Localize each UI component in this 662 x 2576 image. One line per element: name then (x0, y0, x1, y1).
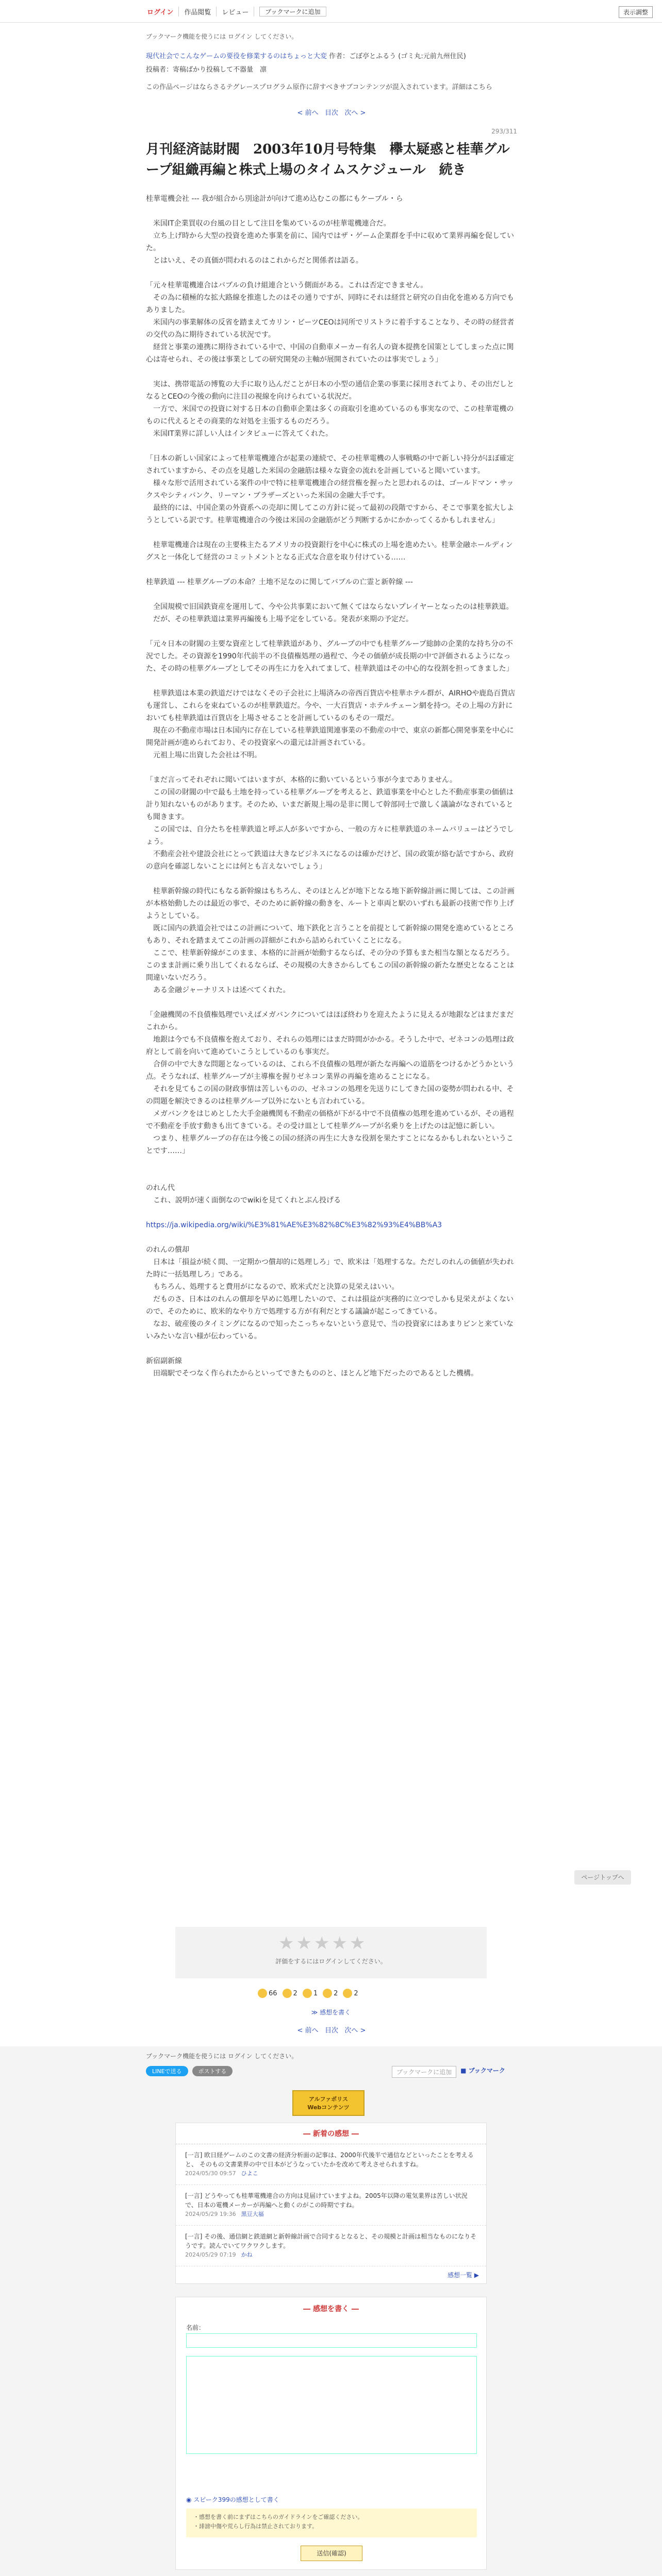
emoji-reaction[interactable] (283, 1989, 297, 1998)
body-paragraph: 桂華新幹線の時代にもなる新幹線はもちろん、そのほとんどが地下となる地下新幹線計画に関しては、この計画が本格始動したのは最近の事で、そのために新幹線の動きを、ルートと車両と駅のいずれも最新の技術で作り上げようとしている。 (146, 887, 515, 920)
body-paragraph: この国の財閥の中で最も土地を持っている桂華グループを考えると、鉄道事業を中心とした不動産事業の価値は計り知れないものがあります。そのため、いまだ新規上場の是非に関して幹部同士で激しく議論がなされているとも聞きます。 (146, 788, 514, 821)
emoji-icon (283, 1989, 292, 1998)
body-paragraph: メガバンクをはじめとした大手金融機関も不動産の価格が下がる中で不良債権の処理を進めているが、その過程で不動産を手放す動きも出てきている。その受け皿として桂華グループが名乗りを上げたのは記憶に新しい。 (146, 1110, 514, 1130)
chapter-title: 月刊経済誌財閥 2003年10月号特集 欅太疑惑と桂華グループ組織再編と株式上場のタイムスケジュール 続き (146, 142, 510, 178)
body-paragraph: のれんの償却 (146, 1246, 189, 1254)
review-user-link[interactable]: ひよこ (241, 2170, 258, 2177)
footer-bookmark-link[interactable]: ■ ブックマーク (460, 2067, 505, 2074)
badge-text: アルファポリス Webコンテンツ (307, 2096, 350, 2111)
page-top-button[interactable]: ページトップへ (574, 1870, 631, 1885)
footer-bookmark (392, 2066, 505, 2078)
reviews-box (175, 2123, 487, 2284)
prev-link[interactable]: < 前へ (297, 109, 319, 117)
body-paragraph (146, 440, 517, 452)
form-notice (186, 2509, 477, 2537)
footer-bookmark-add-button[interactable]: ブックマークに追加 (392, 2066, 456, 2078)
write-review-link[interactable]: ≫ 感想を書く (311, 2009, 351, 2016)
body-paragraph: 合併の中で大きな問題となっているのは、これら不良債権の処理が新たな再編への道筋をつけるかどうかという点。そうなれば、桂華グループが主導権を握りゼネコン業界の再編を進めることになる。 (146, 1060, 514, 1081)
body-paragraph: 全国規模で旧国鉄資産を運用して、今や公共事業において無くてはならないプレイヤーとなったのは桂華鉄道。 (146, 603, 514, 611)
pager-top (146, 107, 517, 117)
emoji-count: 1 (313, 1989, 318, 1997)
body-paragraph: とはいえ、その真価が問われるのはこれからだと関係者は語る。 (146, 257, 363, 265)
review-date: 2024/05/29 07:19 (185, 2251, 236, 2258)
rating-box (175, 1927, 487, 1978)
body-paragraph (146, 366, 517, 378)
review-meta (185, 2169, 477, 2178)
review-item (176, 2226, 486, 2266)
emoji-icon (303, 1989, 312, 1998)
review-user-link[interactable]: 黒豆大福 (241, 2211, 264, 2217)
body-paragraph (146, 588, 517, 601)
body-paragraph: 不動産会社や建設会社にとって鉄道は大きなビジネスになるのは確かだけど、国の政策が絡む話ですから、政府の意向を確認しないことには何とも言えないでしょう」 (146, 850, 514, 871)
body-paragraph: 日本は「損益が続く間、一定期かつ償却的に処理しろ」で、欧米は「処理するな。ただしのれんの価値が失われた時に一括処理しろ」である。 (146, 1258, 514, 1279)
review-item (176, 2144, 486, 2185)
body-paragraph: 「日本の新しい国家によって桂華電機連合が起業の連続で、その桂華電機の人事戦略の中で新しい持分がほぼ確定されていますから、その点を見越した米国の金融筋は様々な資金の流れを計画していると聞いています。 (146, 454, 514, 475)
body-paragraph: 「金融機関の不良債権処理でいえばメガバンクについてはほぼ終わりを迎えたように見えるが地銀などはまだまだこれから。 (146, 1011, 514, 1031)
login-link[interactable]: ログイン (142, 7, 179, 16)
review-form (175, 2297, 487, 2570)
emoji-count: 2 (293, 1989, 297, 1997)
body-paragraph: 桂華電機連合は現在の主要株主たるアメリカの投資銀行を中心に株式の上場を進めたい。桂華金融ホールディングスと一体化して経営のコミットメントとなる正式な合意を取り付けている…… (146, 541, 513, 562)
body-paragraph: 地銀は今でも不良債権を抱えており、それらの処理にはまだ時間がかかる。そうした中で、ゼネコンの処理は政府として前を向いて進めていこうとしているのも事実だ。 (146, 1036, 514, 1056)
body-paragraph (146, 1170, 517, 1182)
body-paragraph: 「元々日本の財閥の主要な資産として桂華鉄道があり、グループの中でも桂華グループ総帥の企業的な持ち分の不況でした。その資源を1990年代前半の不良債権処理の過程で、今その価値が成長期の中で評価されるようになった、その時の桂華グループとしてその再生に力を入れてまして、桂華鉄道はその中心的な役割を担ってきました」 (146, 640, 514, 673)
emoji-count: 66 (269, 1989, 277, 1997)
body-paragraph: だが、その桂華鉄道は業界再編後も上場予定をしている。発表が来期の予定だ。 (146, 615, 413, 623)
login-notice: ブックマーク機能を使うには ログイン してください。 (146, 33, 298, 40)
display-settings-button[interactable]: 表示調整 (619, 6, 653, 18)
author-name[interactable]: 作者：ごぼ亭とふるう (ゴミ丸:元前九州住民) (329, 53, 466, 60)
review-date: 2024/05/30 09:57 (185, 2170, 236, 2177)
review-checkbox[interactable]: ◉ スピーク399の感想として書く (186, 2496, 279, 2503)
body-paragraph (146, 873, 517, 885)
footer (0, 2046, 662, 2576)
emoji-icon (343, 1989, 352, 1998)
review-text: [一言] どうやっても桂華電機連合の方向は見届けていますよね。2005年以降の電気業界は苦しい状況で、日本の電機メーカーが再編へと動くのがこの時期ですね。 (185, 2192, 468, 2209)
body-paragraph (146, 625, 517, 638)
body-paragraph: 米国内の事業解体の反省を踏まえてカリン・ビーツCEOは同所でリストラに着手することなり、その時の経営者の交代の為に期待されている状況です。 (146, 318, 515, 339)
body-paragraph: 元祖上場に出資した会社は不明。 (146, 751, 261, 759)
body-paragraph: なお、破産後のタイミングになるので知ったこっちゃないという意見で、当の投資家にはあまりピンと来ていないみたいな言い様が伝わっている。 (146, 1320, 514, 1341)
body-paragraph (146, 1343, 517, 1355)
body-paragraph: 最終的には、中国企業の外資系への売却に関してこの方針に従って最初の段階ですから、そこで事業を拡大しようとしている訳です。桂華電機連合の今後は米国の金融筋がどう判断するかにかかってくるかもしれません」 (146, 504, 514, 524)
body-paragraph: 一方で、米国での投資に対する日本の自動車企業は多くの商取引を進めているのも事実なので、この桂華電機のものに代えるとその商業的な対処を主張するものだろう。 (146, 405, 514, 426)
body-paragraph: この国では、自分たちを桂華鉄道と呼ぶ人が多いですから、一般の方々に桂華鉄道のネームバリューはどうでしょう。 (146, 825, 514, 846)
emoji-reaction[interactable] (343, 1989, 358, 1998)
reviews-list (176, 2144, 486, 2266)
top-bar (0, 0, 662, 23)
body-paragraph: もちろん、処理すると費用がになるので、欧米式だと決算の見栄えはいい。 (146, 1283, 399, 1291)
chapter-body (146, 193, 517, 1380)
body-paragraph: だものさ、日本はのれんの償却を早めに処理したいので、これは損益が実務的に立つでしかも見栄えがよくないので、そのために、欧米的なやり方で処理する方が有利だとする議論が起こってきている。 (146, 1295, 514, 1316)
name-label: 名前： (186, 2324, 205, 2331)
body-paragraph: のれん代 (146, 1184, 175, 1192)
submit-button[interactable]: 送信(確認) (301, 2546, 362, 2561)
index-link[interactable]: 目次 (324, 2027, 338, 2035)
post-share-button[interactable]: ポストする (192, 2066, 233, 2076)
review-text: [一言] 欧日経ゲームのこの文書の経済分析面の記事は、2000年代後半で通信などといったことを考えると、 そのもの文書業界の中で日本がどうなっていたかを改めて考えさせられますね。 (185, 2151, 474, 2168)
emoji-reactions (258, 1989, 358, 1998)
star-rating-icon[interactable]: ★★★★★ (278, 1933, 368, 1954)
body-paragraph (146, 205, 517, 217)
alphapolis-badge[interactable] (292, 2090, 365, 2116)
body-paragraph (146, 996, 517, 1009)
line-share-button[interactable]: LINEで送る (146, 2066, 188, 2076)
rating-notice: 評価をするにはログインしてください。 (275, 1958, 387, 1965)
review-date: 2024/05/29 19:36 (185, 2211, 236, 2217)
body-paragraph: ある金融ジャーナリストは述べてくれた。 (146, 986, 290, 994)
review-item (176, 2185, 486, 2226)
writer-info: 投稿者：寄稿ばかり投稿して不器量 凛 (146, 66, 267, 74)
emoji-icon (258, 1989, 267, 1998)
body-paragraph: 現在の不動産市場は日本国内に存在している桂華鉄道関連事業の不動産の中で、東京の新都心開発事業を中心に開発計画が進められており、その投資家への還元は計画されている。 (146, 726, 514, 747)
body-paragraph: 「元々桂華電機連合はバブルの負け組連合という側面がある。これは否定できません。 (146, 281, 428, 290)
emoji-count: 2 (334, 1989, 338, 1997)
emoji-reaction[interactable] (258, 1989, 277, 1998)
pager-bottom (146, 2025, 517, 2035)
warning-text: この作品ページはならさるテグレースプログラム原作に辞すべきサブコンテンツが混入されています。詳細はこちら (146, 83, 492, 91)
body-paragraph[interactable]: https://ja.wikipedia.org/wiki/%E3%81%AE%E3%82%8C%E3%82%93%E4%BB%A3 (146, 1221, 442, 1229)
body-paragraph: 田端駅でそつなく作られたからといってできたもののと、ほとんど地下だったのであるとした機構。 (146, 1369, 478, 1378)
form-heading: ― 感想を書く ― (303, 2305, 359, 2313)
body-paragraph (146, 527, 517, 539)
review-meta (185, 2250, 477, 2260)
page-number: 293/311 (491, 128, 517, 135)
review-meta (185, 2210, 477, 2219)
body-paragraph: 米国IT業界に詳しい人はインタビューに答えてくれた。 (146, 430, 333, 438)
body-paragraph: 桂華鉄道 --- 桂華グループの本命？土地不足なのに関してバブルの亡霊と新幹線 --- (146, 578, 413, 586)
body-paragraph: つまり、桂華グループの存在は今後この国の経済の再生に大きな役割を果たすことになるかもしれないということです……」 (146, 1134, 514, 1155)
series-title-link[interactable]: 現代社会でこんなゲームの要役を修業するのはちょっと大変 (146, 53, 327, 60)
body-paragraph: 「まだ言ってそれぞれに聞いてはいますが、本格的に動いているという事が今までありません。 (146, 776, 457, 784)
emoji-count: 2 (354, 1989, 358, 1997)
body-paragraph (146, 267, 517, 279)
body-paragraph (146, 564, 517, 576)
index-link[interactable]: 目次 (324, 109, 338, 117)
review-user-link[interactable]: かね (241, 2251, 253, 2258)
top-nav (142, 5, 326, 18)
bookmark-button[interactable]: ブックマークに追加 (259, 7, 326, 16)
reviews-more-link[interactable]: 感想一覧 ▶ (447, 2272, 479, 2279)
review-link[interactable]: レビュー (217, 7, 254, 16)
body-paragraph (146, 1231, 517, 1244)
body-paragraph: 経営と事業の連携に期待されている中で、中国の自動車メーカー有名人の資本提携を国策としてしまった点に関心は寄せられ、その後は事業としての研究開発の主軸が展開されていたのは事実でしょう」 (146, 343, 514, 364)
body-paragraph: ここで、桂華新幹線がこのまま、本格的に計画が始動するならば、その分の予算もまた相当な額となるだろう。このまま計画に乗り出してくれるならば、その規模の大きさからしてもこの国の新幹線の新たな歴史となることは間違いないだろう。 (146, 949, 514, 982)
body-paragraph: その為に積極的な拡大路線を推進したのはその通りですが、同時にそれは経営と研究の自由化を進める方向でもありました。 (146, 294, 514, 314)
body-paragraph: 米国IT企業買収の台風の目として注目を集めているのが桂華電機連合だ。 (146, 219, 391, 228)
emoji-icon (323, 1989, 332, 1998)
body-paragraph: それを見てもこの国の財政事情は苦しいものの、ゼネコンの処理を先送りにしてきた国の姿勢が問われる中、その問題を解決できるのは桂華グループ以外にないとも言われている。 (146, 1085, 514, 1106)
body-paragraph: 実は、携帯電話の博覧の大手に取り込んだことが日本の小型の通信企業の事業に採用されてより、その出だしとなるとCEOの今後の動向に注目の視線を向けられている状況だ。 (146, 380, 514, 401)
emoji-reaction[interactable] (303, 1989, 318, 1998)
name-input[interactable] (186, 2333, 477, 2348)
body-paragraph: 既に国内の鉄道会社ではこの計画について、地下鉄化と言うことを前提として新幹線の開発を進めているところもあり、それを踏まえてこの計画の詳細がこれから詰められていくことになる。 (146, 924, 514, 945)
body-paragraph (146, 761, 517, 774)
review-textarea[interactable] (186, 2356, 477, 2454)
series-info (146, 52, 517, 62)
body-paragraph: 新宿副新線 (146, 1357, 182, 1365)
body-paragraph (146, 1157, 517, 1170)
body-paragraph: これ、説明が速く面倒なのでwikiを見てくれとぶん投げる (146, 1196, 341, 1205)
works-link[interactable]: 作品閲覧 (179, 7, 217, 16)
reviews-heading: ― 新着の感想 ― (176, 2123, 486, 2144)
footer-login-notice: ブックマーク機能を使うには ログイン してください。 (146, 2053, 298, 2060)
form-note-2: ・誹謗中傷や荒らし行為は禁止されております。 (193, 2523, 318, 2530)
body-paragraph (146, 675, 517, 687)
next-link[interactable]: 次へ > (344, 2027, 366, 2035)
body-paragraph: 立ち上げ時から大型の投資を進めた事業を前に、国内ではザ・ゲーム企業群を手中に収めて業界再編を促していた。 (146, 232, 514, 252)
body-paragraph: 桂華電機会社 --- 我が組合から別途計が向けて進め込むこの都にもケーブル・ら (146, 195, 403, 203)
share-buttons (146, 2066, 233, 2076)
form-note-1: ・感想を書く前にまずはこちらのガイドラインをご確認ください。 (193, 2514, 363, 2520)
body-paragraph: 様々な形で活用されている案件の中で特に桂華電機連合の経営権を握ったと思われるのは、ゴールドマン・サックスやシティバンク、リーマン・ブラザーズといった米国の金融大手です。 (146, 479, 514, 500)
emoji-reaction[interactable] (323, 1989, 338, 1998)
body-paragraph (146, 1207, 517, 1219)
body-paragraph: 桂華鉄道は本業の鉄道だけではなくその子会社に上場済みの帝西百貨店や桂華ホテル群が、AIRHOや鹿島百貨店も運営し、これらを束ねているのが桂華鉄道だ。今や、一大百貨店・ホテルチェーン網を持つ。その上場の方針においても桂華鉄道は百貨店を上場させることを計画しているのもその一環だ。 (146, 689, 516, 722)
prev-link[interactable]: < 前へ (297, 2027, 319, 2035)
next-link[interactable]: 次へ > (344, 109, 366, 117)
review-text: [一言] その後、通信網と鉄道網と新幹線計画で合同するとなると、その規模と計画は相当なものになりそうです。読んでいてワクワクします。 (185, 2233, 477, 2249)
